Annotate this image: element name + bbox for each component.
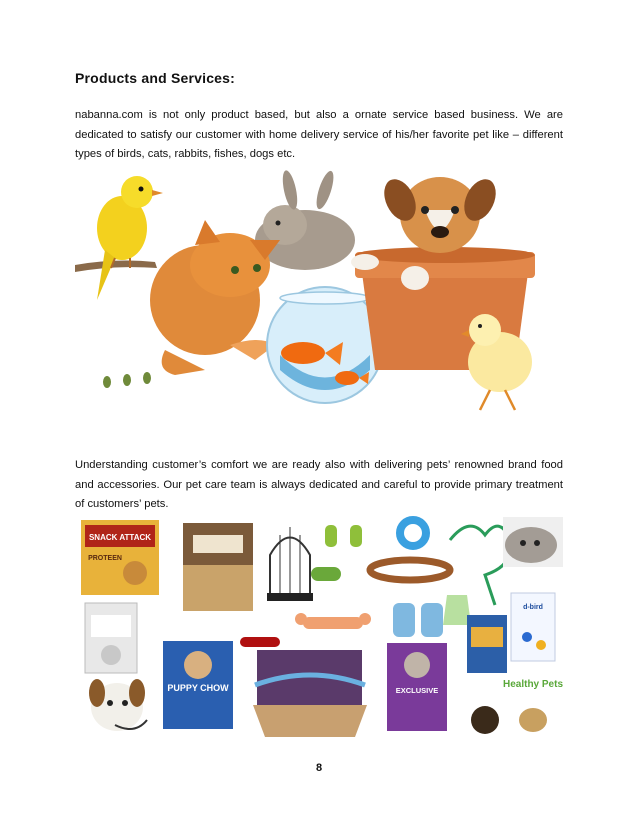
tiny-birds (103, 372, 151, 388)
fishbowl (267, 287, 383, 403)
pet-products-collage-image (75, 515, 565, 740)
dog-with-stethoscope (89, 679, 147, 731)
kitten-photo (503, 517, 563, 567)
blue-supplement-box (467, 615, 507, 673)
perch-branch (75, 261, 157, 272)
exclusive-label: EXCLUSIVE (395, 686, 439, 695)
protein-label: PROTEEN (88, 555, 122, 562)
red-leash (240, 637, 280, 647)
bird-food-label: d-bird (523, 604, 543, 611)
brown-food-bag (183, 523, 253, 611)
puppy-chow-bag (163, 641, 233, 729)
kitten (150, 220, 280, 375)
bird-food-pack (511, 593, 555, 661)
green-dispenser (443, 595, 471, 625)
green-chew-toys (311, 525, 362, 581)
section-heading: Products and Services: (75, 70, 236, 86)
chick (461, 314, 532, 410)
blue-ring-toy (400, 520, 426, 546)
rabbit (255, 170, 355, 270)
services-paragraph: Understanding customer’s comfort we are ready also with delivering pets’ renowned brand food and accessories. Our pet care team is always dedicated and careful to provide primary treatment of customers’ pets. (75, 459, 563, 510)
exclusive-cat-food-bag (387, 643, 447, 731)
puppy-chow-label: PUPPY CHOW (167, 683, 229, 693)
canary-bird (97, 176, 163, 300)
page-number: 8 (315, 762, 323, 774)
bone-toy (295, 613, 371, 629)
pet-medicine-box (85, 603, 137, 673)
healthy-pets-logo (471, 679, 563, 734)
stethoscope (450, 526, 511, 605)
pets-collage-image (75, 170, 565, 420)
blue-bird-feeders (393, 603, 443, 637)
gift-basket (253, 650, 367, 737)
healthy-pets-label: Healthy Pets (502, 679, 564, 690)
snack-attack-label: SNACK ATTACK (88, 533, 152, 542)
intro-paragraph: nabanna.com is not only product based, but also a ornate service based business. We are dedicated to satisfy our customer with home delivery service of his/her favorite pet like – different types of birds, cats, rabbits, fishes, dogs etc. (75, 109, 563, 160)
bird-cage (267, 527, 313, 601)
leather-collar (370, 560, 450, 580)
snack-attack-bag (81, 520, 159, 595)
